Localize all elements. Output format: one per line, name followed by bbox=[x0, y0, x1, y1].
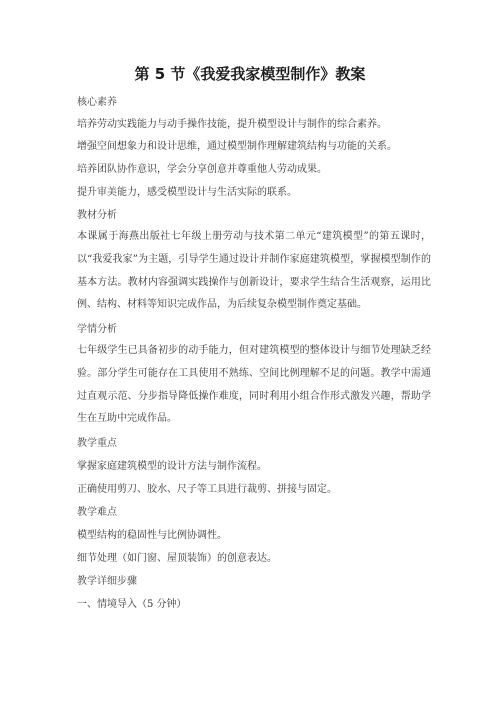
textbook-analysis-paragraph: 本课属于海燕出版社七年级上册劳动与技术第二单元“建筑模型”的第五课时，以“我爱我家”为主题，引导学生通过设计并制作家庭建筑模型，掌握模型制作的基本方法。教材内容强调实践操作与创新设计，要求学生结合生活观察，运用比例、结构、材料等知识完成作品，为后续复杂模型制作奠定基础。 bbox=[77, 231, 431, 311]
step-item: 一、情境导入（5 分钟） bbox=[77, 599, 187, 610]
section-heading-steps: 教学详细步骤 bbox=[77, 576, 137, 587]
student-analysis-paragraph: 七年级学生已具备初步的动手能力，但对建筑模型的整体设计与细节处理缺乏经验。部分学生可能存在工具使用不熟练、空间比例理解不足的问题。教学中需通过直观示范、分步指导降低操作难度，同时利用小组合作形式激发兴趣，帮助学生在互助中完成作品。 bbox=[77, 345, 431, 425]
document-title: 第 5 节《我爱我家模型制作》教案 bbox=[134, 65, 366, 83]
section-heading-student-analysis: 学情分析 bbox=[77, 324, 117, 335]
core-literacy-item: 提升审美能力，感受模型设计与生活实际的联系。 bbox=[77, 187, 297, 198]
core-literacy-item: 培养劳动实践能力与动手操作技能，提升模型设计与制作的综合素养。 bbox=[77, 119, 387, 130]
section-heading-core-literacy: 核心素养 bbox=[77, 97, 117, 108]
section-heading-difficulties: 教学难点 bbox=[77, 507, 117, 518]
core-literacy-item: 培养团队协作意识，学会分享创意并尊重他人劳动成果。 bbox=[77, 164, 327, 175]
key-point-item: 掌握家庭建筑模型的设计方法与制作流程。 bbox=[77, 461, 267, 472]
difficulty-item: 细节处理（如门窗、屋顶装饰）的创意表达。 bbox=[77, 553, 277, 564]
section-heading-key-points: 教学重点 bbox=[77, 438, 117, 449]
section-heading-textbook-analysis: 教材分析 bbox=[77, 210, 117, 221]
key-point-item: 正确使用剪刀、胶水、尺子等工具进行裁剪、拼接与固定。 bbox=[77, 484, 337, 495]
difficulty-item: 模型结构的稳固性与比例协调性。 bbox=[77, 530, 227, 541]
core-literacy-item: 增强空间想象力和设计思维，通过模型制作理解建筑结构与功能的关系。 bbox=[77, 141, 397, 152]
